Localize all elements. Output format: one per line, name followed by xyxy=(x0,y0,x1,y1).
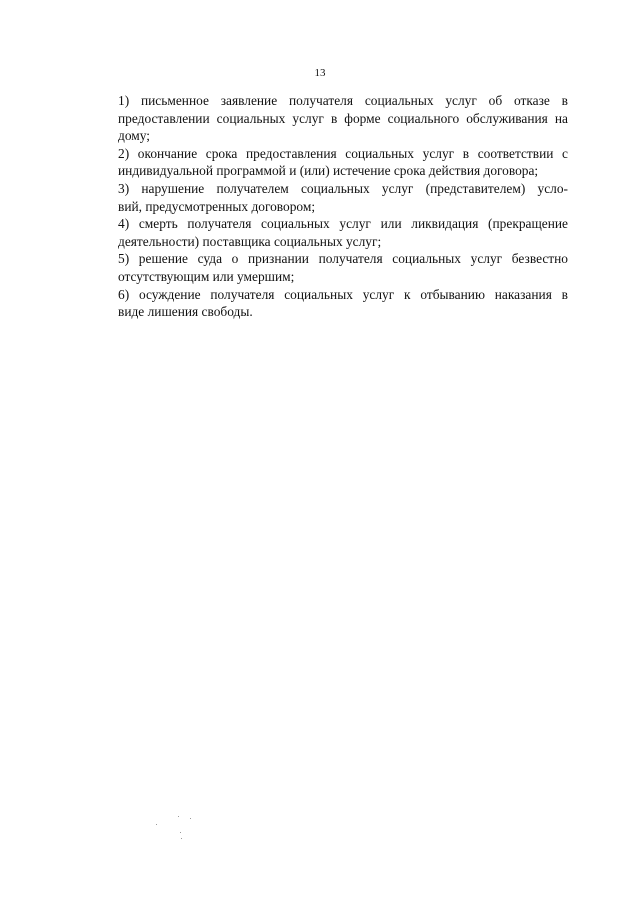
paragraph-2 xyxy=(88,145,568,180)
scan-specks xyxy=(150,812,200,842)
paragraph-line: вий, предусмотренных договором; xyxy=(118,198,316,214)
paragraph-line: 3) нарушение получателем социальных услуг (представителем) усло- xyxy=(118,180,568,196)
paragraph-line: дому; xyxy=(118,128,150,144)
paragraph-line: отсутствующим или умершим; xyxy=(118,268,295,284)
scan-speck xyxy=(180,832,181,833)
paragraph-line: индивидуальной программой и (или) истечение срока действия договора; xyxy=(118,163,539,179)
paragraph-line: 1) письменное заявление получателя социальных услуг об отказе в xyxy=(118,93,568,108)
paragraph-line: 5) решение суда о признании получателя социальных услуг безвестно xyxy=(118,251,568,267)
paragraph-line: 6) осуждение получателя социальных услуг к отбыванию наказания в xyxy=(118,286,568,302)
paragraph-line: деятельности) поставщика социальных услуг; xyxy=(118,233,382,249)
paragraph-4 xyxy=(88,215,568,250)
scan-speck xyxy=(178,816,179,817)
paragraph-5 xyxy=(88,250,568,285)
document-body xyxy=(88,92,568,321)
paragraph-line: 4) смерть получателя социальных услуг или ликвидация (прекращение xyxy=(118,216,568,232)
paragraph-6 xyxy=(88,286,568,321)
paragraph-line: виде лишения свободы. xyxy=(118,304,253,320)
scan-speck xyxy=(181,838,182,839)
page-number: 13 xyxy=(314,67,326,79)
scan-speck xyxy=(156,824,157,825)
paragraph-line: предоставлении социальных услуг в форме социального обслуживания на xyxy=(118,110,568,126)
paragraph-line: 2) окончание срока предоставления социальных услуг в соответствии с xyxy=(118,145,568,161)
paragraph-3 xyxy=(88,180,568,215)
scan-speck xyxy=(190,818,191,819)
paragraph-1 xyxy=(88,92,568,145)
